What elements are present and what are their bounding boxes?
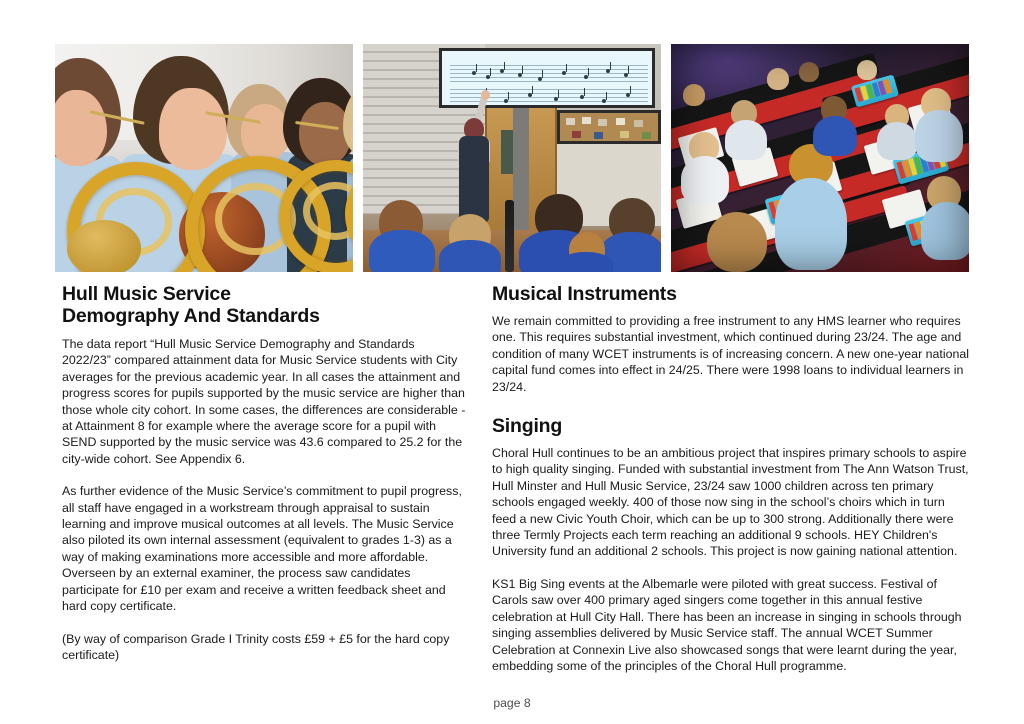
spacer [492,560,970,576]
photo-2-pupil-uniform [369,230,435,272]
photo-1-scene [55,44,353,272]
spacer [492,305,970,313]
spacer [62,467,466,483]
photo-2-pupil-uniform [439,240,501,272]
photo-1-child-face [241,104,289,162]
photo-3-vignette [671,44,969,272]
left-paragraph-1: The data report “Hull Music Service Demography and Standards 2022/23” compared attainment data for Music Service students with City averages for the previous academic year. In all cases the attainment and progress scores for pupils supported by the music service are higher than those whole city cohort. In some cases, the differences are considerable - at Attainment 8 for example where the average score for a pupil with SEND supported by the music service was 43.6 compared to 25.2 for the city-wide cohort. See Appendix 6. [62,337,466,466]
photo-2-clarinet [505,200,514,272]
spacer [492,395,970,415]
spacer [492,437,970,445]
left-paragraph-3: (By way of comparison Grade I Trinity costs £59 + £5 for the hard copy certificate) [62,631,450,662]
left-column-heading [62,283,466,327]
photo-2-door-window [501,130,513,174]
photo-2-display-board [557,110,661,144]
photo-2-teacher-body [459,136,489,222]
musical-instruments-paragraph-1: We remain committed to providing a free instrument to any HMS learner who requires one. This requires substantial investment, which continued during 23/24. The age and condition of many WCET instruments is of increasing concern. A new one-year national capital fund comes into effect in 24/25. There were 1998 loans to individual learners in 23/24. [492,314,970,394]
singing-paragraph-1: Choral Hull continues to be an ambitious project that inspires primary schools to aspire to high quality singing. Funded with substantial investment from The Ann Watson Trust, Hull Minster and Hull Music Service, 23/24 saw 1000 children across ten primary schools engaged weekly. 400 of those now sing in the school’s choirs which in turn feed a new Civic Youth Choir, which can be up to 300 strong. Additionally there were three Termly Projects each term reaching an additional 9 schools. HEY Children's University fund an additional 2 schools. This project is now gaining national attention. [492,446,969,559]
photo-2-teacher-hand [481,90,490,100]
photo-1-child-face [159,88,227,170]
singing-paragraph-2: KS1 Big Sing events at the Albemarle were piloted with great success. Festival of Carols saw over 400 primary aged singers come together in this annual festive celebration at Hull City Hall. There has been an increase in singing in schools through singing assemblies delivered by Music Service staff. The annual WCET Summer Celebration at Connexin Live also showcased songs that were learnt during the year, embedding some of the principles of the Choral Hull programme. [492,576,962,673]
photo-2-whiteboard-notation [439,48,655,108]
musical-instruments-heading: Musical Instruments [492,283,677,305]
photo-1-horn-bell [67,220,141,272]
left-text-column [62,283,466,663]
photo-children-glockenspiels-auditorium [671,44,969,272]
photo-2-scene [363,44,661,272]
right-text-column [492,283,970,674]
left-heading-line-1: Hull Music Service [62,283,231,305]
photo-2-pillar [513,106,529,240]
photo-2-pupil-uniform [559,252,613,272]
left-paragraph-2: As further evidence of the Music Service’s commitment to pupil progress, all staff have engaged in a workstream through appraisal to sustain learning and improve musical outcomes at all levels. The Music Service also piloted its own internal assessment (equivalent to grades 1-3) as a way of making examinations more accessible and more affordable. Overseen by an external examiner, the process saw candidates participate for £10 per exam and receive a written feedback sheet and hard copy certificate. [62,484,462,614]
page-number: page 8 [493,696,531,710]
spacer [62,615,466,631]
photo-3-scene [671,44,969,272]
photo-music-teacher-whiteboard-lesson [363,44,661,272]
singing-heading: Singing [492,415,563,438]
photo-strip [55,44,969,272]
photo-children-playing-french-horns [55,44,353,272]
left-heading-line-2: Demography And Standards [62,305,320,327]
spacer [62,327,466,336]
